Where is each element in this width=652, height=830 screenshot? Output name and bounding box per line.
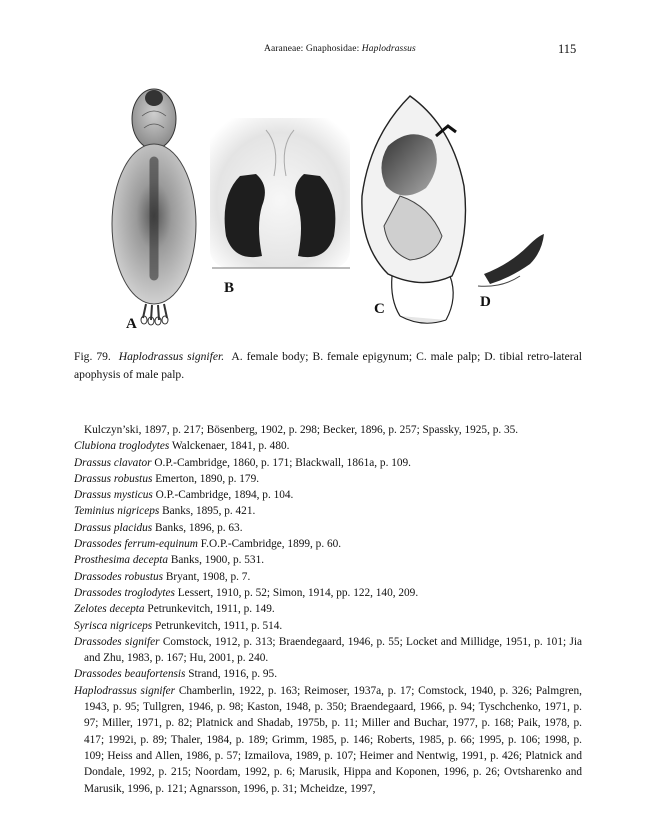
synonymy-entry	[74, 601, 582, 617]
synonymy-citation: O.P.-Cambridge, 1860, p. 171; Blackwall, 1861a, p. 109.	[151, 456, 412, 469]
synonymy-taxon: Drassodes signifer	[74, 635, 160, 648]
panel-d-tibial-apophysis	[478, 234, 544, 286]
page-number: 115	[558, 42, 577, 56]
panel-label-c: C	[374, 301, 385, 317]
figure-79	[70, 76, 590, 340]
synonymy-taxon: Drassus robustus	[74, 472, 153, 485]
caption-species: Haplodrassus signifer.	[118, 350, 225, 363]
synonymy-entry	[74, 618, 582, 634]
panel-label-b: B	[224, 280, 235, 296]
synonymy-entry	[74, 503, 582, 519]
synonymy-entry	[74, 634, 582, 667]
synonymy-citation: Walckenaer, 1841, p. 480.	[169, 440, 290, 453]
running-head	[0, 44, 652, 60]
synonymy-taxon: Teminius nigriceps	[74, 505, 160, 518]
synonymy-entry	[74, 487, 582, 503]
synonymy-entry	[74, 422, 582, 438]
synonymy-citation: Banks, 1896, p. 63.	[152, 521, 243, 534]
synonymy-entry	[74, 471, 582, 487]
panel-b-female-epigynum	[210, 118, 350, 268]
synonymy-citation: Petrunkevitch, 1911, p. 514.	[152, 619, 283, 632]
panel-a-female-body	[112, 89, 196, 325]
synonymy-entry	[74, 585, 582, 601]
synonymy-citation: O.P.-Cambridge, 1894, p. 104.	[152, 489, 294, 502]
synonymy-citation: Chamberlin, 1922, p. 163; Reimoser, 1937a, p. 17; Comstock, 1940, p. 326; Palmgren, 1943, p. 95; Tullgren, 1946, p. 98; Kaston, 1948, p. 350; Braendegaard, 1966, p. 94; Tyschchenko, 1971, p. 97; Miller, 1971, p. 82; Platnick and Shadab, 1975b, p. 11; Miller and Buchar, 1977, p. 168; Paik, 1978, p. 417; 1992i, p. 89; Thaler, 1984, p. 189; Grimm, 1985, p. 146; Roberts, 1985, p. 66; 1995, p. 106; 1998, p. 109; Heiss and Allen, 1986, p. 57; Izmailova, 1989, p. 107; Heimer and Nentwig, 1991, p. 426; Platnick and Dondale, 1992, p. 215; Noordam, 1992, p. 6; Marusik, Hippa and Koponen, 1996, p. 26; Ovtsharenko and Marusik, 1996, p. 121; Agnarsson, 1996, p. 31; Mcheidze, 1997,	[84, 684, 583, 795]
synonymy-citation: Comstock, 1912, p. 313; Braendegaard, 1946, p. 55; Locket and Millidge, 1951, p. 101; Jia and Zhu, 1983, p. 167; Hu, 2001, p. 240.	[84, 635, 582, 665]
synonymy-citation: Banks, 1900, p. 531.	[168, 554, 265, 567]
panel-label-a: A	[126, 316, 137, 332]
synonymy-entry	[74, 536, 582, 552]
caption-text: A. female body; B. female epigynum; C. male palp; D. tibial retro-lateral apophysis of male palp.	[74, 350, 582, 381]
synonymy-citation: Lessert, 1910, p. 52; Simon, 1914, pp. 122, 140, 209.	[174, 586, 419, 599]
synonymy-entry	[74, 666, 582, 682]
synonymy-citation: F.O.P.-Cambridge, 1899, p. 60.	[197, 538, 342, 551]
synonymy-entry	[74, 438, 582, 454]
panel-c-male-palp	[362, 96, 466, 323]
synonymy-entry	[74, 683, 582, 797]
synonymy-taxon: Drassus mysticus	[74, 489, 153, 502]
synonymy-taxon: Drassodes beaufortensis	[74, 668, 186, 681]
synonymy-entry	[74, 455, 582, 471]
caption-fig-number: Fig. 79.	[74, 350, 111, 363]
synonymy-taxon: Drassus placidus	[74, 521, 153, 534]
synonymy-list	[74, 422, 582, 797]
synonymy-taxon: Zelotes decepta	[74, 603, 145, 616]
synonymy-taxon: Drassodes troglodytes	[74, 586, 175, 599]
synonymy-taxon: Haplodrassus signifer	[74, 684, 176, 697]
synonymy-taxon: Clubiona troglodytes	[74, 440, 170, 453]
synonymy-citation: Banks, 1895, p. 421.	[159, 505, 256, 518]
synonymy-taxon: Prosthesima decepta	[74, 554, 169, 567]
synonymy-taxon: Drassodes robustus	[74, 570, 164, 583]
synonymy-entry	[74, 569, 582, 585]
panel-label-d: D	[480, 294, 491, 310]
running-head-text	[264, 44, 416, 54]
figure-caption	[74, 348, 582, 383]
synonymy-citation: Strand, 1916, p. 95.	[185, 668, 278, 681]
synonymy-taxon: Syrisca nigriceps	[74, 619, 153, 632]
synonymy-taxon: Drassus clavator	[74, 456, 152, 469]
synonymy-citation: Petrunkevitch, 1911, p. 149.	[144, 603, 275, 616]
synonymy-taxon: Drassodes ferrum-equinum	[74, 538, 198, 551]
running-head-prefix: Aaraneae: Gnaphosidae:	[264, 44, 362, 54]
figure-drawings	[70, 76, 590, 340]
synonymy-entry	[74, 552, 582, 568]
synonymy-entry	[74, 520, 582, 536]
synonymy-citation: Bryant, 1908, p. 7.	[163, 570, 251, 583]
synonymy-citation: Kulczyn’ski, 1897, p. 217; Bösenberg, 1902, p. 298; Becker, 1896, p. 257; Spassky, 1925, p. 35.	[84, 424, 519, 436]
synonymy-citation: Emerton, 1890, p. 179.	[152, 472, 260, 485]
running-head-genus: Haplodrassus	[361, 44, 416, 54]
